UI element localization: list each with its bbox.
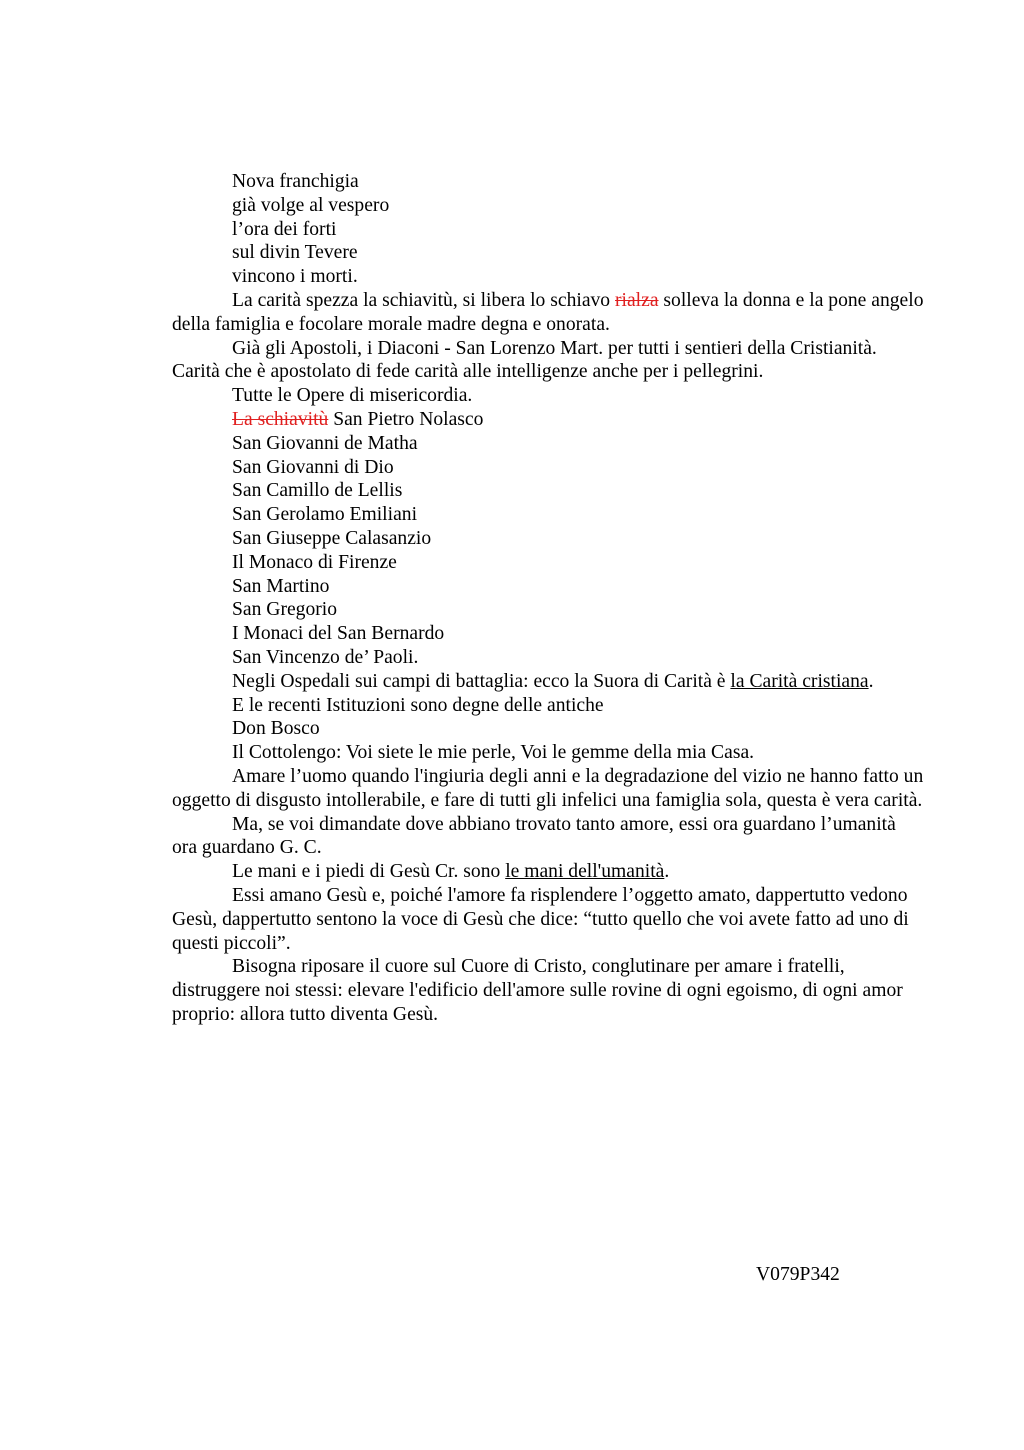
saint-line-1: San Giovanni de Matha xyxy=(232,432,418,454)
saint-nolasco: San Pietro Nolasco xyxy=(328,408,484,430)
paragraph-hands-end: . xyxy=(664,861,670,883)
page-code: V079P342 xyxy=(756,1264,840,1285)
saint-line-3: San Camillo de Lellis xyxy=(232,480,403,502)
saint-line-8: San Gregorio xyxy=(232,599,338,621)
saint-line-2: San Giovanni di Dio xyxy=(232,456,394,478)
paragraph-hands-start: Le mani e i piedi di Gesù Cr. sono xyxy=(232,861,506,883)
saint-line-4: San Gerolamo Emiliani xyxy=(232,504,418,526)
poem-line-4: sul divin Tevere xyxy=(232,242,358,264)
paragraph-don-bosco: Don Bosco xyxy=(232,718,320,740)
saint-line-nolasco xyxy=(172,408,924,432)
poem-line-2: già volge al vespero xyxy=(232,194,390,216)
paragraph-where-love: Ma, se voi dimandate dove abbiano trovato tanto amore, essi ora guardano l’umanità ora guardano G. C. xyxy=(172,813,896,859)
underlined-carita-cristiana: la Carità cristiana xyxy=(730,670,869,692)
paragraph-works-of-mercy: Tutte le Opere di misericordia. xyxy=(232,385,473,407)
paragraph-institutions: E le recenti Istituzioni sono degne delle antiche xyxy=(232,694,604,716)
underlined-mani-umanita: le mani dell'umanità xyxy=(505,861,665,883)
paragraph-apostles: Già gli Apostoli, i Diaconi - San Lorenzo Mart. per tutti i sentieri della Cristianità. Carità che è apostolato di fede carità alle intelligenze anche per i pellegrini. xyxy=(172,337,877,383)
saint-line-7: San Martino xyxy=(232,575,330,597)
paragraph-hands-of-jesus xyxy=(172,860,924,884)
paragraph-love-man: Amare l’uomo quando l'ingiuria degli anni e la degradazione del vizio ne hanno fatto un oggetto di disgusto intollerabile, e fare di tutti gli infelici una famiglia sola, questa è vera carità. xyxy=(172,765,924,811)
paragraph-rest-heart: Bisogna riposare il cuore sul Cuore di Cristo, conglutinare per amare i fratelli, distruggere noi stessi: elevare l'edificio dell'amore sulle rovine di ogni egoismo, di ogni amor proprio: allora tutto diventa Gesù. xyxy=(172,956,903,1025)
poem-line-3: l’ora dei forti xyxy=(232,218,337,240)
paragraph-hospitals-end: . xyxy=(868,670,874,692)
saint-line-10: San Vincenzo de’ Paoli. xyxy=(232,646,419,668)
paragraph-slavery-start: La carità spezza la schiavitù, si libera lo schiavo xyxy=(232,289,616,311)
deleted-phrase-la-schiavitu: La schiavitù xyxy=(232,408,329,430)
poem-line-5: vincono i morti. xyxy=(232,266,358,288)
text-block xyxy=(172,170,924,1027)
paragraph-cottolengo: Il Cottolengo: Voi siete le mie perle, Voi le gemme della mia Casa. xyxy=(232,742,755,764)
poem-line-1: Nova franchigia xyxy=(232,171,359,192)
paragraph-slavery-end: solleva la donna e la pone angelo della famiglia e focolare morale madre degna e onorata. xyxy=(172,289,924,335)
deleted-word-rialza: rialza xyxy=(615,289,659,311)
paragraph-slavery xyxy=(172,289,924,337)
paragraph-they-love-jesus: Essi amano Gesù e, poiché l'amore fa risplendere l’oggetto amato, dappertutto vedono Gesù, dappertutto sentono la voce di Gesù che dice: “tutto quello che voi avete fatto ad uno di questi piccoli”. xyxy=(172,884,909,954)
paragraph-hospitals xyxy=(172,670,924,694)
saint-line-5: San Giuseppe Calasanzio xyxy=(232,527,432,549)
saint-line-9: I Monaci del San Bernardo xyxy=(232,623,445,645)
saint-line-6: Il Monaco di Firenze xyxy=(232,551,397,573)
paragraph-hospitals-start: Negli Ospedali sui campi di battaglia: ecco la Suora di Carità è xyxy=(232,670,731,692)
